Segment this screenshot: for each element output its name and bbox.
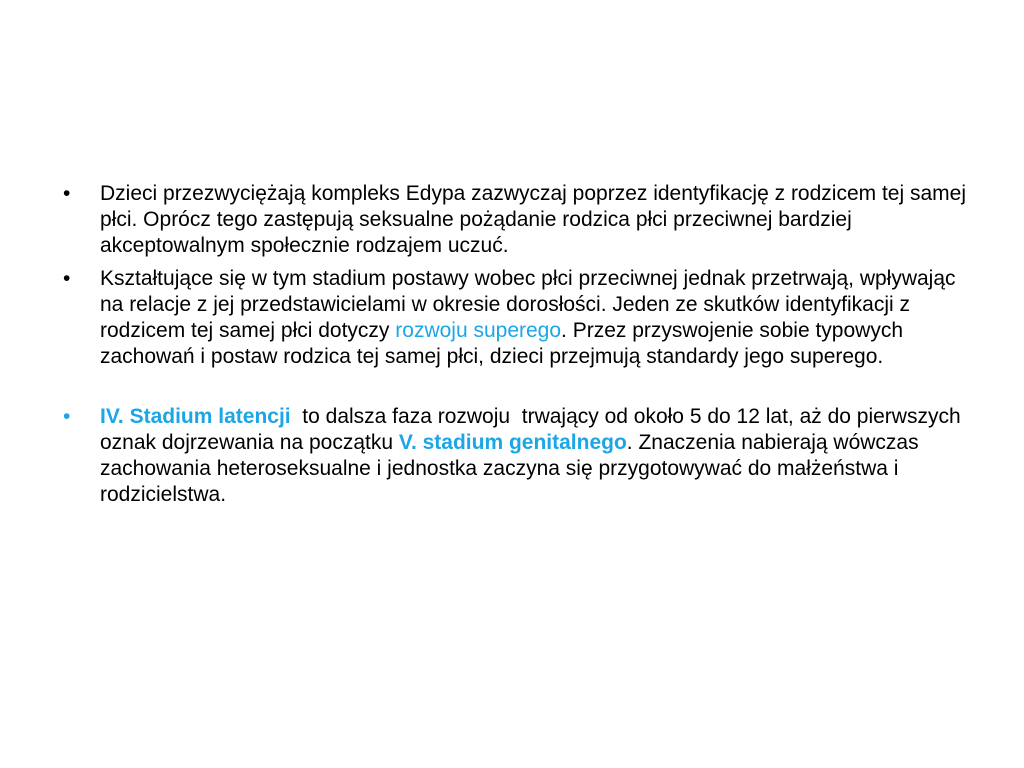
paragraph-3-text-b: . Znaczenia nabierają wówczas zachowania heteroseksualne i jednostka zaczyna się przygotowywać do małżeństwa i rodzicielstwa. [100, 431, 919, 506]
paragraph-2-text-a: Kształtujące się w tym stadium postawy wobec płci przeciwnej jednak przetrwają, wpływając na relacje z jej przedstawicielami w okresie dorosłości. Jeden ze skutków identyfikacji z rodzicem tej samej płci dotyczy [100, 267, 956, 342]
bullet-paragraph-3 [60, 404, 970, 508]
bullet-paragraph-1 [60, 181, 970, 259]
genital-stage-term: V. stadium genitalnego [398, 431, 627, 454]
paragraph-2-text-b: . Przez przyswojenie sobie typowych zachowań i postaw rodzica tej samej płci, dzieci przejmują standardy jego superego. [100, 319, 904, 368]
bullet-icon: • [63, 405, 71, 428]
bullet-paragraph-2 [60, 266, 970, 370]
slide-content [60, 181, 970, 508]
bullet-icon: • [63, 267, 71, 290]
paragraph-1-text: Dzieci przezwyciężają kompleks Edypa zazwyczaj poprzez identyfikację z rodzicem tej samej płci. Oprócz tego zastępują seksualne pożądanie rodzica płci przeciwnej bardziej akceptowalnym społecznie rodzajem uczuć. [100, 182, 966, 257]
latency-stage-term: IV. Stadium latencji [100, 405, 291, 428]
paragraph-3-text-a: to dalsza faza rozwoju trwający od około 5 do 12 lat, aż do pierwszych oznak dojrzewania na początku [100, 405, 967, 454]
rozwoju-superego-link[interactable]: rozwoju superego [395, 319, 562, 342]
bullet-icon: • [63, 182, 71, 205]
